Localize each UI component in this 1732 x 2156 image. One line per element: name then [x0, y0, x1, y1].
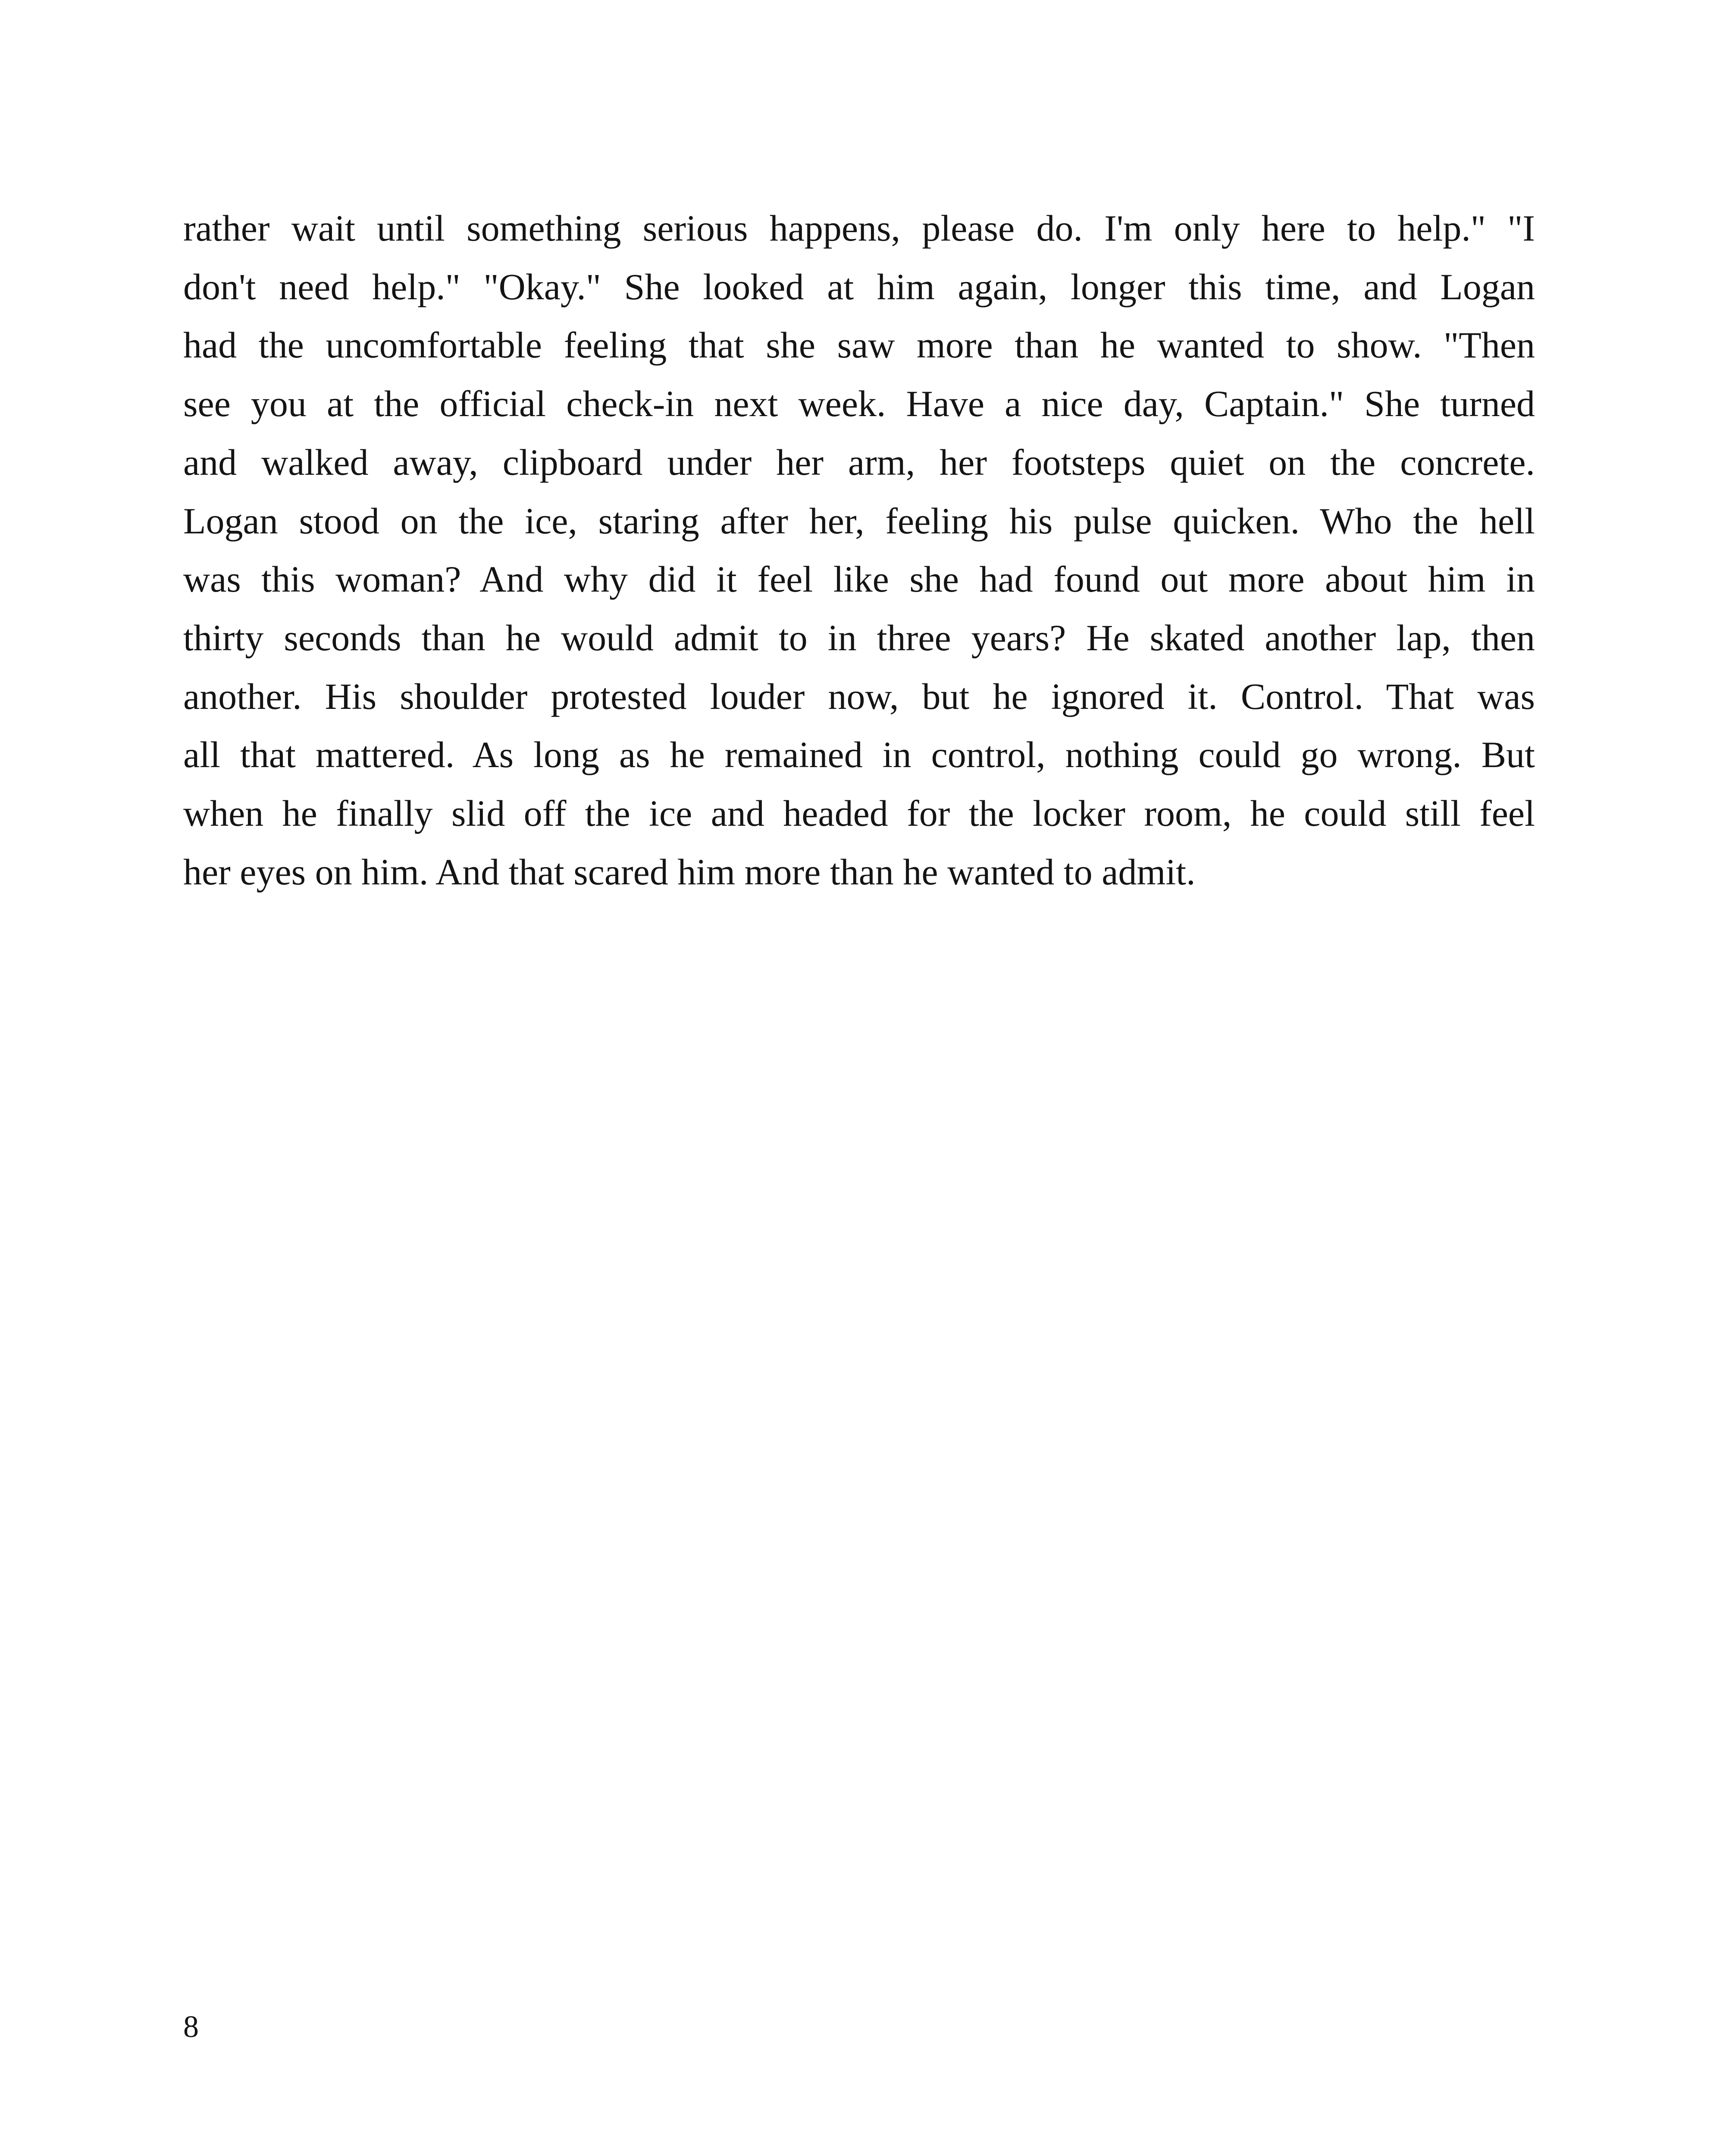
paragraph-line: Logan stood on the ice, staring after her, feeling his pulse quicken. Who the hell	[183, 500, 1535, 542]
paragraph-line: when he finally slid off the ice and headed for the locker room, he could still feel	[183, 793, 1535, 834]
paragraph-line: was this woman? And why did it feel like she had found out more about him in	[183, 558, 1535, 600]
paragraph-line: don't need help." "Okay." She looked at him again, longer this time, and Logan	[183, 266, 1535, 307]
paragraph-line: all that mattered. As long as he remained in control, nothing could go wrong. But	[183, 734, 1535, 776]
paragraph-line: another. His shoulder protested louder now, but he ignored it. Control. That was	[183, 675, 1535, 717]
page-number: 8	[183, 2009, 199, 2044]
paragraph-line: rather wait until something serious happens, please do. I'm only here to help." "I	[183, 207, 1535, 249]
paragraph-line: had the uncomfortable feeling that she saw more than he wanted to show. "Then	[183, 324, 1535, 366]
body-paragraph	[183, 199, 1535, 901]
paragraph-line: and walked away, clipboard under her arm, her footsteps quiet on the concrete.	[183, 441, 1535, 483]
paragraph-line: her eyes on him. And that scared him more than he wanted to admit.	[183, 851, 1196, 893]
paragraph-line: see you at the official check-in next week. Have a nice day, Captain." She turned	[183, 383, 1535, 425]
paragraph-line: thirty seconds than he would admit to in three years? He skated another lap, then	[183, 617, 1535, 658]
